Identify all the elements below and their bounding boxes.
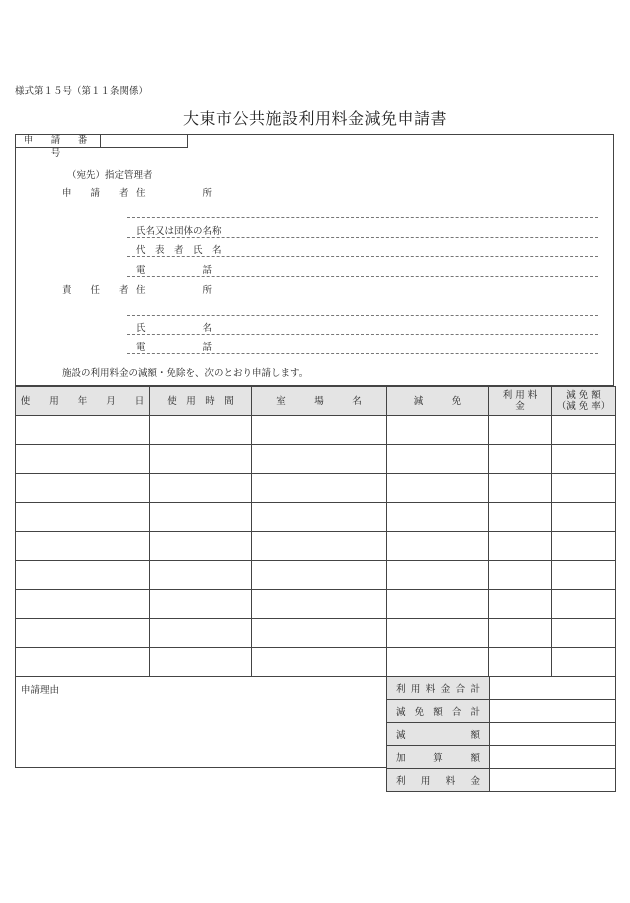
form-number: 様式第１５号（第１１条関係） xyxy=(15,86,149,97)
table-cell[interactable] xyxy=(489,474,552,503)
table-cell[interactable] xyxy=(150,648,252,677)
table-cell[interactable] xyxy=(387,416,489,445)
applicant-phone-line[interactable] xyxy=(127,276,598,277)
table-row xyxy=(16,561,616,590)
table-cell[interactable] xyxy=(489,532,552,561)
usage-table-header xyxy=(16,387,616,416)
table-cell[interactable] xyxy=(489,416,552,445)
form-title: 大東市公共施設利用料金減免申請書 xyxy=(182,109,447,128)
application-number-label: 申 請 番 号 xyxy=(15,134,101,148)
table-cell[interactable] xyxy=(252,503,387,532)
table-cell[interactable] xyxy=(150,619,252,648)
table-cell[interactable] xyxy=(252,474,387,503)
summary-label: 利用料金 xyxy=(387,769,490,792)
table-cell[interactable] xyxy=(252,590,387,619)
applicant-label: 申 請 者 xyxy=(62,188,129,199)
application-statement: 施設の利用料金の減額・免除を、次のとおり申請します。 xyxy=(62,368,309,379)
table-cell[interactable] xyxy=(16,474,150,503)
usage-header-1: 使 用 時 間 xyxy=(150,387,252,416)
table-cell[interactable] xyxy=(489,619,552,648)
applicant-org-name-label: 氏名又は団体の名称 xyxy=(136,226,222,237)
table-row xyxy=(16,590,616,619)
table-row xyxy=(16,619,616,648)
responsible-phone-label: 電 話 xyxy=(136,342,213,353)
summary-value[interactable] xyxy=(490,700,616,723)
table-cell[interactable] xyxy=(489,561,552,590)
table-cell[interactable] xyxy=(16,561,150,590)
table-cell[interactable] xyxy=(16,532,150,561)
summary-label: 加算額 xyxy=(387,746,490,769)
responsible-name-label: 氏 名 xyxy=(136,323,213,334)
table-cell[interactable] xyxy=(387,619,489,648)
applicant-address-label: 住 所 xyxy=(136,188,213,199)
table-cell[interactable] xyxy=(16,503,150,532)
table-cell[interactable] xyxy=(150,416,252,445)
table-cell[interactable] xyxy=(552,416,616,445)
applicant-representative-label: 代 表 者 氏 名 xyxy=(136,245,222,256)
table-cell[interactable] xyxy=(150,590,252,619)
table-cell[interactable] xyxy=(552,503,616,532)
responsible-address-line[interactable] xyxy=(127,315,598,316)
usage-table xyxy=(15,386,616,677)
summary-label: 利用料金合計 xyxy=(387,677,490,700)
table-cell[interactable] xyxy=(489,503,552,532)
table-cell[interactable] xyxy=(252,648,387,677)
summary-row xyxy=(387,746,616,769)
table-cell[interactable] xyxy=(387,561,489,590)
table-cell[interactable] xyxy=(252,532,387,561)
summary-row xyxy=(387,677,616,700)
table-cell[interactable] xyxy=(16,445,150,474)
responsible-name-line[interactable] xyxy=(127,334,598,335)
table-cell[interactable] xyxy=(387,503,489,532)
table-cell[interactable] xyxy=(252,561,387,590)
usage-header-2: 室 場 名 xyxy=(252,387,387,416)
table-cell[interactable] xyxy=(252,445,387,474)
table-cell[interactable] xyxy=(150,474,252,503)
summary-label: 減免額合計 xyxy=(387,700,490,723)
responsible-label: 責 任 者 xyxy=(62,285,129,296)
responsible-address-label: 住 所 xyxy=(136,285,213,296)
responsible-phone-line[interactable] xyxy=(127,353,598,354)
applicant-address-line[interactable] xyxy=(127,217,598,218)
reason-box[interactable] xyxy=(15,676,386,768)
table-cell[interactable] xyxy=(489,445,552,474)
table-cell[interactable] xyxy=(552,590,616,619)
summary-value[interactable] xyxy=(490,677,616,700)
summary-row xyxy=(387,769,616,792)
usage-header-0: 使 用 年 月 日 xyxy=(16,387,150,416)
applicant-phone-label: 電 話 xyxy=(136,265,213,276)
table-cell[interactable] xyxy=(552,474,616,503)
table-cell[interactable] xyxy=(252,416,387,445)
reason-label: 申請理由 xyxy=(21,685,60,696)
summary-value[interactable] xyxy=(490,746,616,769)
applicant-representative-line[interactable] xyxy=(127,256,598,257)
table-cell[interactable] xyxy=(150,445,252,474)
applicant-org-name-line[interactable] xyxy=(127,237,598,238)
table-cell[interactable] xyxy=(387,445,489,474)
table-cell[interactable] xyxy=(489,648,552,677)
table-row xyxy=(16,416,616,445)
table-cell[interactable] xyxy=(387,474,489,503)
table-row xyxy=(16,503,616,532)
table-cell[interactable] xyxy=(16,648,150,677)
table-row xyxy=(16,532,616,561)
table-row xyxy=(16,445,616,474)
summary-label: 減額 xyxy=(387,723,490,746)
summary-table xyxy=(386,676,616,792)
summary-value[interactable] xyxy=(490,769,616,792)
table-cell[interactable] xyxy=(552,532,616,561)
summary-row xyxy=(387,700,616,723)
table-row xyxy=(16,474,616,503)
usage-header-3: 減 免 xyxy=(387,387,489,416)
table-cell[interactable] xyxy=(150,503,252,532)
usage-header-4: 利 用 料 金 xyxy=(489,387,552,416)
table-cell[interactable] xyxy=(552,561,616,590)
table-cell[interactable] xyxy=(252,619,387,648)
usage-header-5: 減 免 額 （減 免 率） xyxy=(552,387,616,416)
table-cell[interactable] xyxy=(16,590,150,619)
table-row xyxy=(16,648,616,677)
summary-row xyxy=(387,723,616,746)
table-cell[interactable] xyxy=(552,445,616,474)
table-cell[interactable] xyxy=(387,590,489,619)
addressee: （宛先）指定管理者 xyxy=(67,170,153,181)
table-cell[interactable] xyxy=(150,561,252,590)
table-cell[interactable] xyxy=(16,416,150,445)
table-cell[interactable] xyxy=(16,619,150,648)
summary-value[interactable] xyxy=(490,723,616,746)
table-cell[interactable] xyxy=(387,532,489,561)
table-cell[interactable] xyxy=(150,532,252,561)
table-cell[interactable] xyxy=(552,648,616,677)
table-cell[interactable] xyxy=(387,648,489,677)
table-cell[interactable] xyxy=(552,619,616,648)
table-cell[interactable] xyxy=(489,590,552,619)
application-number-field[interactable] xyxy=(101,134,188,148)
